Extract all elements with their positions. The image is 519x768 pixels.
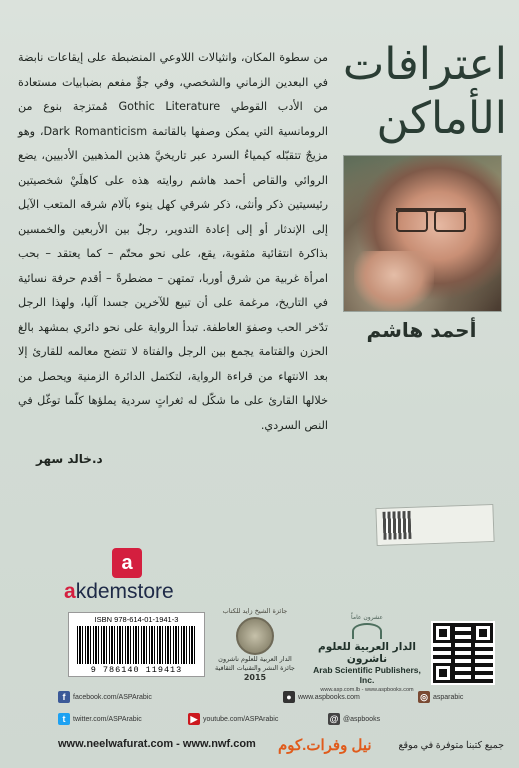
seal-emblem-icon xyxy=(236,617,274,655)
web-icon: ● xyxy=(283,691,295,703)
qr-finder xyxy=(433,663,453,683)
instagram-icon: ◎ xyxy=(418,691,430,703)
qr-finder xyxy=(433,623,453,643)
at-icon: @ xyxy=(329,714,339,725)
akdemstore-logo xyxy=(64,548,199,608)
author-photo xyxy=(343,155,502,312)
publisher-mark-icon xyxy=(352,623,382,639)
bottom-bar xyxy=(58,736,506,756)
facebook-text: facebook.com/ASPArabic xyxy=(73,694,152,701)
qr-code[interactable] xyxy=(431,621,495,685)
availability-text: جميع كتبنا متوفرة في موقع xyxy=(398,740,504,751)
facebook-icon: f xyxy=(58,691,70,703)
asp-web-link[interactable] xyxy=(283,690,360,706)
youtube-icon: ▶ xyxy=(188,713,200,725)
glasses-graphic xyxy=(396,208,466,231)
blurb-text xyxy=(18,46,328,438)
social-row-1 xyxy=(58,690,506,706)
seal-year: 2015 xyxy=(243,673,267,682)
instagram-text: asparabic xyxy=(433,694,464,701)
seal-line: الدار العربية للعلوم ناشرون xyxy=(218,655,292,663)
aspbooks-link[interactable] xyxy=(328,712,380,728)
aspbooks-text: @aspbooks xyxy=(343,716,381,723)
publisher-tagline: عشرون عاماً xyxy=(351,614,383,621)
price-sticker xyxy=(375,504,494,546)
social-row-2 xyxy=(58,712,506,728)
facebook-link[interactable] xyxy=(58,690,152,706)
shopping-bag-icon: a xyxy=(112,548,142,578)
twitter-link[interactable] xyxy=(58,712,142,728)
store-name-rest: kdemstore xyxy=(75,580,174,603)
publisher-web: www.asp.com.lb - www.aspbooks.com xyxy=(320,687,414,693)
publisher-name-ar: الدار العربية للعلوم ناشرون xyxy=(318,641,416,665)
blurb-paragraph: من سطوة المكان، وانثيالات اللاوعي المنضبطة على إيقاعات نابضة في البعدين الزماني والشخصي، وفي جوٍّ مفعم بضبابيات مستعادة من الأدب القوطي Gothic Literature مُمتزجة بنوع من الرومانسية التي يمكن وصفها بالقاتمة Dark Romanticism، وهو مزيجٌ تتقبّله كيمياءُ السرد عبر تاريخيَّ هذين المذهبين الأدبيين، يضع الروائي والقاص أحمد هاشم روايته هذه على كاهلَيْ شخصيتين رئيسيتين ذكر وأنثى، ذكر شرقي كهل ينوء بآلام شرقه المتعب الآيل إلى الإندثار أو إلى إعادة التدوير، رجلٌ بين الأربعين والخمسين بذاكرة انتقائية مثقوبة، يقع، على نحو محتّم – كما يعتقد – بحب امرأة غربية من شرق أوربا، تمتهن – مضطرةً – أقدم حرفة نسائية في التاريخ، مرغمة على أن تبيع للآخرين جسدا آليا، ولهذا الرجل تدّخر الحب وصفوَ العاطفة. تبدأ الرواية على نحو دائري بمشهد بالغ الحزن والقتامة يجمع بين الرجل والفتاة لا تتضح معالمه للقارئ إلا بعد الانتهاء من قراءة الرواية، لتكتمل الدائرة الزمنية ويحصل من خلالها القارئ على ما شكّل له ثغراتٍ سردية يملؤها كلّما توغّل في النص السردي. xyxy=(18,51,329,432)
seal-line: جائزة النشر والتقنيات الثقافية xyxy=(215,664,295,672)
book-title: اعترافات الأماكن xyxy=(342,39,507,144)
publisher-logo xyxy=(308,614,426,693)
neelwafurat-url[interactable]: www.neelwafurat.com - www.nwf.com xyxy=(58,738,256,750)
asp-web-text: www.aspbooks.com xyxy=(298,694,360,701)
publisher-name-en: Arab Scientific Publishers, Inc. xyxy=(313,665,421,685)
hand-graphic xyxy=(354,251,434,311)
sticker-barcode xyxy=(383,511,412,540)
store-name xyxy=(64,580,199,604)
twitter-icon: t xyxy=(58,713,70,725)
youtube-link[interactable] xyxy=(188,712,278,728)
barcode-bars xyxy=(77,626,196,664)
instagram-link[interactable] xyxy=(418,690,463,706)
store-name-accent: a xyxy=(64,580,76,603)
isbn-barcode xyxy=(68,612,205,677)
nwf-brand: نيل وفرات.كوم xyxy=(278,737,372,754)
isbn-digits: 9 786140 119413 xyxy=(90,665,183,675)
review-signature: د.خالد سهر xyxy=(36,452,103,466)
award-seal xyxy=(214,607,296,687)
isbn-label: ISBN 978-614-01-1941-3 xyxy=(94,615,179,624)
qr-finder xyxy=(473,623,493,643)
youtube-text: youtube.com/ASPArabic xyxy=(203,716,279,723)
twitter-text: twitter.com/ASPArabic xyxy=(73,716,142,723)
author-name: أحمد هاشم xyxy=(366,318,477,342)
seal-header: جائزة الشيخ زايد للكتاب xyxy=(222,607,288,615)
